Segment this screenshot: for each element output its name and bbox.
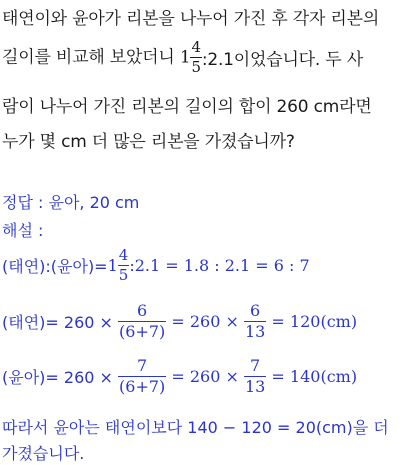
taeyeon-prefix: (태연)= 260 × <box>2 313 119 332</box>
question-line-4: 누가 몇 cm 더 많은 리본을 가졌습니까? <box>2 132 295 152</box>
taeyeon-line <box>2 303 357 340</box>
mixed-number-fraction <box>190 40 201 75</box>
explanation-label: 해설 : <box>2 221 44 240</box>
fraction-denominator: (6+7) <box>119 377 166 396</box>
conclusion-line-2: 가졌습니다. <box>2 444 85 463</box>
taeyeon-fraction-1 <box>118 303 166 340</box>
ratio-prefix: (태연):(윤아)= <box>2 257 108 276</box>
ratio-fraction <box>118 248 130 283</box>
fraction-numerator: 7 <box>250 356 261 375</box>
answer-label: 정답 : <box>2 193 49 212</box>
fraction-numerator: 6 <box>250 301 261 320</box>
question-line-1: 태연이와 윤아가 리본을 나누어 가진 후 각자 리본의 <box>2 9 380 29</box>
question-line-2 <box>2 40 363 75</box>
taeyeon-result: = 120(cm) <box>266 312 358 331</box>
fraction-denominator: 5 <box>191 58 201 76</box>
yoona-fraction-1 <box>118 358 166 395</box>
ratio-suffix: :2.1 = 1.8 : 2.1 = 6 : 7 <box>129 256 310 275</box>
fraction-denominator: 5 <box>118 266 129 284</box>
yoona-middle: = 260 × <box>166 367 244 386</box>
ratio-line <box>2 248 310 283</box>
yoona-prefix: (윤아)= 260 × <box>2 368 119 387</box>
yoona-fraction-2 <box>244 358 266 395</box>
taeyeon-middle: = 260 × <box>166 312 244 331</box>
question-line-2-prefix: 길이를 비교해 보았더니 <box>2 47 180 68</box>
answer-line <box>2 190 139 213</box>
answer-value: 윤아, 20 cm <box>48 193 140 212</box>
fraction-numerator: 4 <box>191 38 201 56</box>
yoona-line <box>2 358 357 395</box>
fraction-denominator: 13 <box>244 322 266 341</box>
conclusion-line-1: 따라서 윤아는 태연이보다 140 − 120 = 20(cm)을 더 <box>2 418 389 437</box>
fraction-denominator: (6+7) <box>119 322 166 341</box>
question-line-3: 람이 나누어 가진 리본의 길이의 합이 260 cm라면 <box>2 97 372 117</box>
mixed-number-whole: 1 <box>179 47 191 68</box>
fraction-numerator: 7 <box>137 356 148 375</box>
fraction-numerator: 4 <box>118 246 129 264</box>
question-line-2-suffix: :2.1이었습니다. 두 사 <box>201 50 363 70</box>
taeyeon-fraction-2 <box>244 303 266 340</box>
fraction-denominator: 13 <box>244 377 266 396</box>
ratio-whole: 1 <box>107 256 118 275</box>
yoona-result: = 140(cm) <box>266 367 358 386</box>
fraction-numerator: 6 <box>137 301 148 320</box>
